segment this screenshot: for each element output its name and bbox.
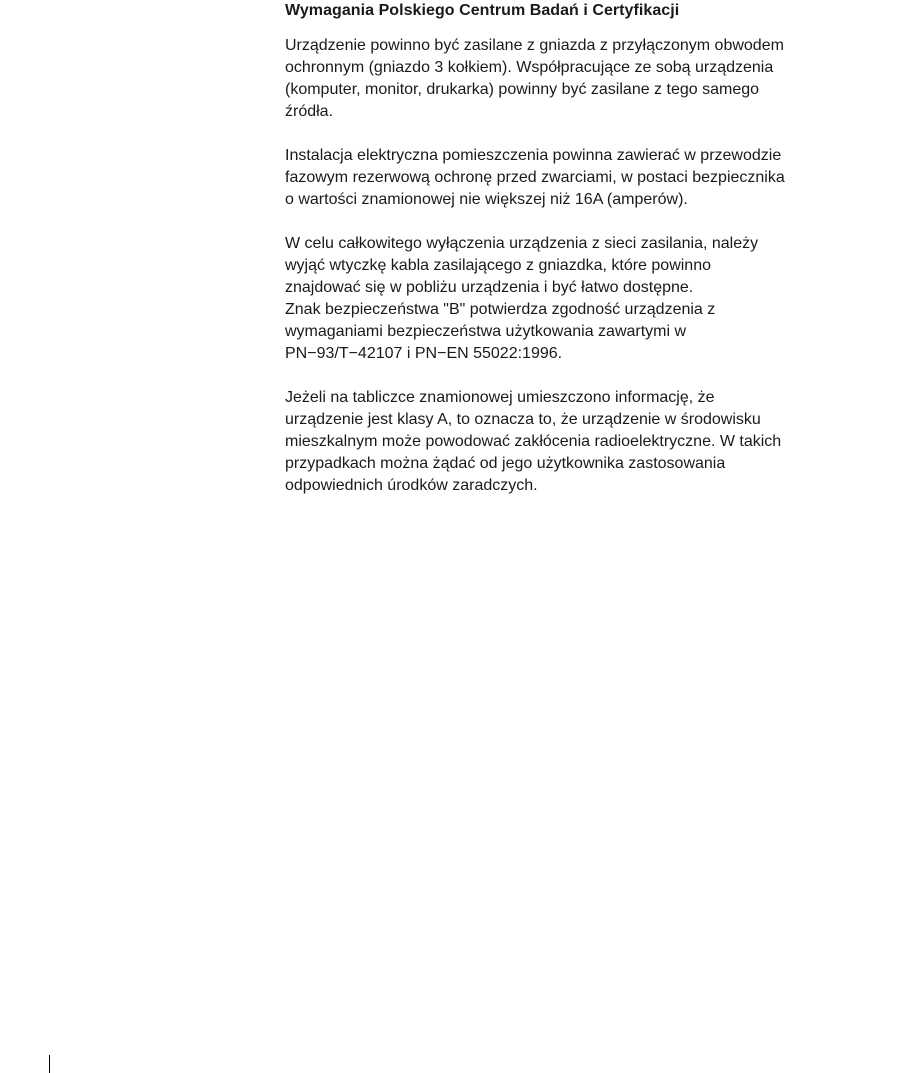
paragraph-line: fazowym rezerwową ochronę przed zwarciami, w postaci bezpiecznika xyxy=(285,169,785,186)
paragraph-line: Jeżeli na tabliczce znamionowej umieszczono informację, że xyxy=(285,389,715,406)
paragraph-line: odpowiednich úrodków zaradczych. xyxy=(285,477,538,494)
paragraph-line: Instalacja elektryczna pomieszczenia powinna zawierać w przewodzie xyxy=(285,147,782,164)
paragraph-line: mieszkalnym może powodować zakłócenia radioelektryczne. W takich xyxy=(285,433,782,450)
paragraph-power-supply xyxy=(285,35,875,123)
paragraph-class-a-notice xyxy=(285,387,875,497)
paragraph-line: o wartości znamionowej nie większej niż 16A (amperów). xyxy=(285,191,688,208)
paragraph-line: PN−93/T−42107 i PN−EN 55022:1996. xyxy=(285,345,563,362)
page-margin-rule xyxy=(49,1055,50,1073)
paragraph-line: Znak bezpieczeństwa "B" potwierdza zgodność urządzenia z xyxy=(285,301,716,318)
paragraph-line: wymaganiami bezpieczeństwa użytkowania zawartymi w xyxy=(285,323,687,340)
paragraph-electrical-installation xyxy=(285,145,875,211)
paragraph-line: źródła. xyxy=(285,103,334,120)
paragraph-line: Urządzenie powinno być zasilane z gniazda z przyłączonym obwodem xyxy=(285,37,784,54)
paragraph-line: (komputer, monitor, drukarka) powinny być zasilane z tego samego xyxy=(285,81,760,98)
paragraph-disconnection-safety-mark xyxy=(285,233,875,365)
paragraph-line: urządzenie jest klasy A, to oznacza to, że urządzenie w środowisku xyxy=(285,411,761,428)
paragraph-line: przypadkach można żądać od jego użytkownika zastosowania xyxy=(285,455,726,472)
page-title: Wymagania Polskiego Centrum Badań i Certyfikacji xyxy=(285,2,680,19)
document-body xyxy=(285,0,875,497)
paragraph-line: znajdować się w pobliżu urządzenia i być łatwo dostępne. xyxy=(285,279,694,296)
paragraph-line: W celu całkowitego wyłączenia urządzenia z sieci zasilania, należy xyxy=(285,235,759,252)
paragraph-line: wyjąć wtyczkę kabla zasilającego z gniazdka, które powinno xyxy=(285,257,711,274)
paragraph-line: ochronnym (gniazdo 3 kołkiem). Współpracujące ze sobą urządzenia xyxy=(285,59,774,76)
